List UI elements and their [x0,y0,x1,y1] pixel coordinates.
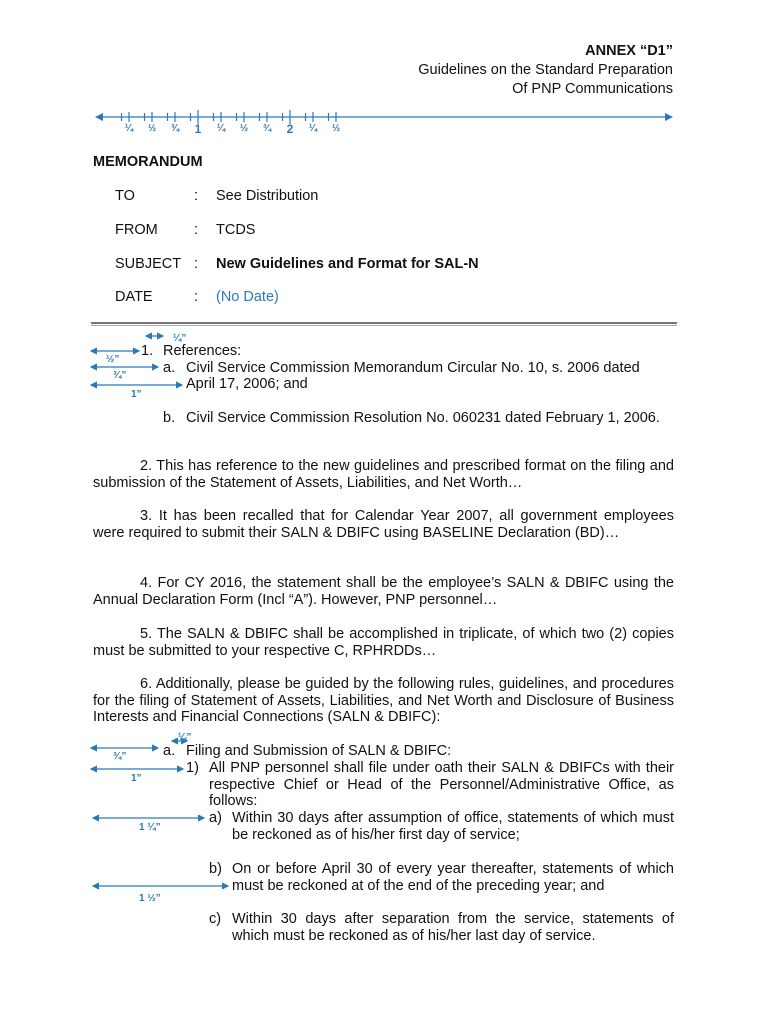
ref-title: References: [163,343,242,359]
marker-label-one-quarter: 1 ¼” [139,822,161,833]
from-row [115,222,675,242]
subject-label: SUBJECT [115,256,182,272]
ref-number: 1. [141,343,154,359]
marker-label-one-2: 1” [131,773,142,784]
annex-title: ANNEX “D1” [585,43,673,59]
item-1-number: 1) [186,760,199,776]
date-row [115,289,675,309]
sub-b-text: On or before April 30 of every year thereafter, statements of which must be reckoned at of the end of the preceding year; and [232,861,674,894]
item-a-text: Filing and Submission of SALN & DBIFC: [186,743,452,759]
date-colon: : [194,289,199,305]
ref-b-text: Civil Service Commission Resolution No. 060231 dated February 1, 2006. [186,410,660,426]
subject-colon: : [194,256,199,272]
to-label: TO [115,188,135,204]
date-value: (No Date) [216,289,279,305]
marker-label-three-quarter: ¾” [113,370,127,381]
marker-label-quarter-2: ¼” [178,732,192,743]
sub-a-text: Within 30 days after assumption of office, statements of which must be reckoned as of his/her first day of service; [232,810,674,843]
ruler-tick-label: ½ [331,123,341,134]
paragraph-3: 3. It has been recalled that for Calendar Year 2007, all government employees were required to submit their SALN & DBIFC using BASELINE Declaration (BD)… [93,508,674,541]
ruler-tick-label: ½ [147,123,157,134]
marker-label-quarter: ¼” [173,333,187,344]
ruler-tick-label: ½ [239,123,249,134]
to-colon: : [194,188,199,204]
marker-label-one-half: 1 ½” [139,893,161,904]
to-row [115,188,675,208]
ruler-tick-label: ¼ [124,123,134,134]
ruler-tick-label: ¼ [308,123,318,134]
annex-subtitle-1: Guidelines on the Standard Preparation [418,62,673,78]
memorandum-heading: MEMORANDUM [93,154,203,170]
ruler [0,0,768,140]
date-label: DATE [115,289,153,305]
paragraph-4: 4. For CY 2016, the statement shall be the employee’s SALN & DBIFC using the Annual Declaration Form (Incl “A”). However, PNP personnel… [93,575,674,608]
paragraph-5: 5. The SALN & DBIFC shall be accomplished in triplicate, of which two (2) copies must be submitted to your respective C, RPHRDDs… [93,626,674,659]
from-colon: : [194,222,199,238]
to-value: See Distribution [216,188,319,204]
ruler-tick-label: ¾ [262,123,272,134]
ruler-left-arrow [95,113,103,121]
annex-subtitle-2: Of PNP Communications [512,81,673,97]
marker-label-half: ½” [106,354,120,365]
sub-b-letter: b) [209,861,222,877]
ref-a-line-2: April 17, 2006; and [186,376,308,392]
ref-a-letter: a. [163,360,176,376]
sub-c-text: Within 30 days after separation from the service, statements of which must be reckoned as of his/her last day of service. [232,911,674,944]
paragraph-2: 2. This has reference to the new guidelines and prescribed format on the filing and submission of the Statement of Assets, Liabilities, and Net Worth… [93,458,674,491]
ruler-tick-label: 2 [286,122,294,136]
sub-c-letter: c) [209,911,222,927]
from-value: TCDS [216,222,256,238]
marker-label-one: 1” [131,389,142,400]
ref-b-letter: b. [163,410,176,426]
ruler-tick-label: 1 [194,122,202,136]
sub-a-letter: a) [209,810,222,826]
ref-a-line-1: Civil Service Commission Memorandum Circular No. 10, s. 2006 dated [186,360,640,376]
marker-label-three-quarter-2: ¾” [113,751,127,762]
header-divider [91,322,677,326]
item-1-text: All PNP personnel shall file under oath their SALN & DBIFCs with their respective Chief or Head of the Personnel/Administrative Office, as follows: [209,760,674,809]
ruler-right-arrow [665,113,673,121]
subject-row [115,256,675,276]
item-a-letter: a. [163,743,176,759]
ruler-tick-label: ¼ [216,123,226,134]
subject-value: New Guidelines and Format for SAL-N [216,256,479,272]
paragraph-6: 6. Additionally, please be guided by the following rules, guidelines, and procedures for the filing of Statement of Assets, Liabilities, and Net Worth and Disclosure of Business Interests and Financial Connections (SALN & DBIFC): [93,676,674,725]
from-label: FROM [115,222,158,238]
ruler-tick-label: ¾ [170,123,180,134]
